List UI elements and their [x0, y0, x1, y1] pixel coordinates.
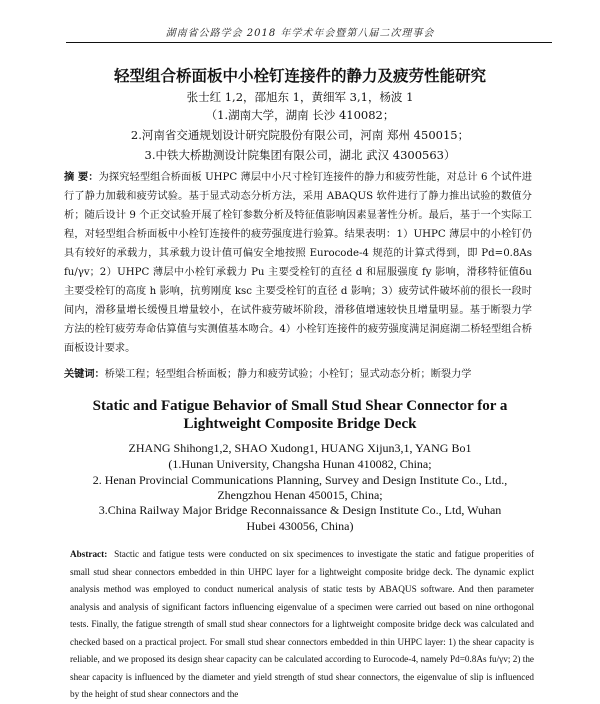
chinese-abstract-text: 为探究轻型组合桥面板 UHPC 薄层中小尺寸栓钉连接件的静力和疲劳性能，对总计 6 个试件进行了静力加载和疲劳试验。基于显式动态分析方法，采用 ABAQUS 软件进行了静力推出试验的数值分析；随后设计 9 个正交试验开展了栓钉参数分析及特征值影响因素显著性分析。最后，基于一个实际工程，对轻型组合桥面板中小栓钉连接件的疲劳强度进行验算。结果表明：1）UHPC 薄层中的小栓钉仍具有较好的承载力，其承载力设计值可偏安全地按照 Eurocode-4 规范的计算式得到，即 Pd=0.8As fu/γv；2）UHPC 薄层中小栓钉承载力 Pu 主要受栓钉的直径 d 和屈服强度 fy 影响，滑移特征值δu 主要受栓钉的高度 h 影响，抗剪刚度 ksc 主要受栓钉的直径 d 影响；3）疲劳试件破坏前的很长一段时间内，滑移量增长缓慢且增量较小，在试件疲劳破坏阶段，滑移值增速较快且增量明显。基于断裂力学方法的栓钉疲劳寿命估算值与实测值基本吻合。4）小栓钉连接件的疲劳强度满足洞庭湖二桥轻型组合桥面板设计要求。 [64, 172, 532, 354]
english-abstract-label: Abstract: [70, 549, 108, 559]
english-title [0, 397, 600, 433]
english-title-line-1: Static and Fatigue Behavior of Small Stud Shear Connector for a [92, 398, 508, 414]
english-affiliation-1: (1.Hunan University, Changsha Hunan 410082, China; [168, 457, 432, 471]
chinese-authors: 张士红 1,2，邵旭东 1，黄细军 3,1，杨波 1 [186, 90, 414, 104]
english-affiliation-3-line-1: 3.China Railway Major Bridge Reconnaissance & Design Institute Co., Ltd, Wuhan [98, 503, 502, 517]
english-authors: ZHANG Shihong1,2, SHAO Xudong1, HUANG Xijun3,1, YANG Bo1 [128, 441, 472, 455]
english-affiliation-2-line-2: Zhengzhou Henan 450015, China; [217, 488, 383, 502]
english-abstract-text: Stactic and fatigue tests were conducted on six specimences to investigate the static and fatigue properities of small stud shear connectors embedded in thin UHPC layer for a lightweight composite bridge deck. The dynamic explict analysis method was employed to conduct numerical analysis of static tests by ABAQUS software. And then parameter analysis and analysis of significant factors influencing eigenvalue of a specimen were carried out based on nine orthogonal tests. Finally, the fatigue strength of small stud shear connectors for a lightweight composite bridge deck was calculated and checked based on a practical project. For small stud shear connectors embedded in thin UHPC layer: 1) the shear capacity is reliable, and we proposed its design shear capacity can be calculated according to Eurocode-4, namely Pd=0.8As fu/γv; 2) the shear capacity is influenced by the diameter and yield strength of stud shear connectors, the eigenvalue of slip is influenced by the height of stud shear connectors and the [70, 549, 534, 699]
chinese-affiliation-2: 2.河南省交通规划设计研究院股份有限公司，河南 郑州 450015； [130, 128, 470, 142]
chinese-affiliation-3: 3.中铁大桥勘测设计院集团有限公司，湖北 武汉 4300563） [144, 148, 456, 162]
english-abstract [70, 546, 534, 704]
chinese-keywords [64, 365, 532, 380]
running-header: 湖南省公路学会 2018 年学术年会暨第八届二次理事会 [165, 28, 435, 39]
chinese-keywords-text: 桥梁工程；轻型组合桥面板；静力和疲劳试验；小栓钉；显式动态分析；断裂力学 [104, 369, 472, 380]
chinese-abstract-label: 摘 要： [64, 172, 99, 183]
chinese-keywords-label: 关键词： [64, 369, 105, 380]
chinese-abstract [64, 168, 532, 358]
chinese-affiliation-1: （1.湖南大学，湖南 长沙 410082； [205, 108, 395, 122]
english-affiliation-3-line-2: Hubei 430056, China) [246, 519, 354, 533]
chinese-title: 轻型组合桥面板中小栓钉连接件的静力及疲劳性能研究 [113, 67, 486, 85]
english-title-line-2: Lightweight Composite Bridge Deck [183, 416, 417, 432]
english-affiliation-2-line-1: 2. Henan Provincial Communications Planning, Survey and Design Institute Co., Ltd., [92, 473, 508, 487]
header-rule [66, 42, 552, 43]
